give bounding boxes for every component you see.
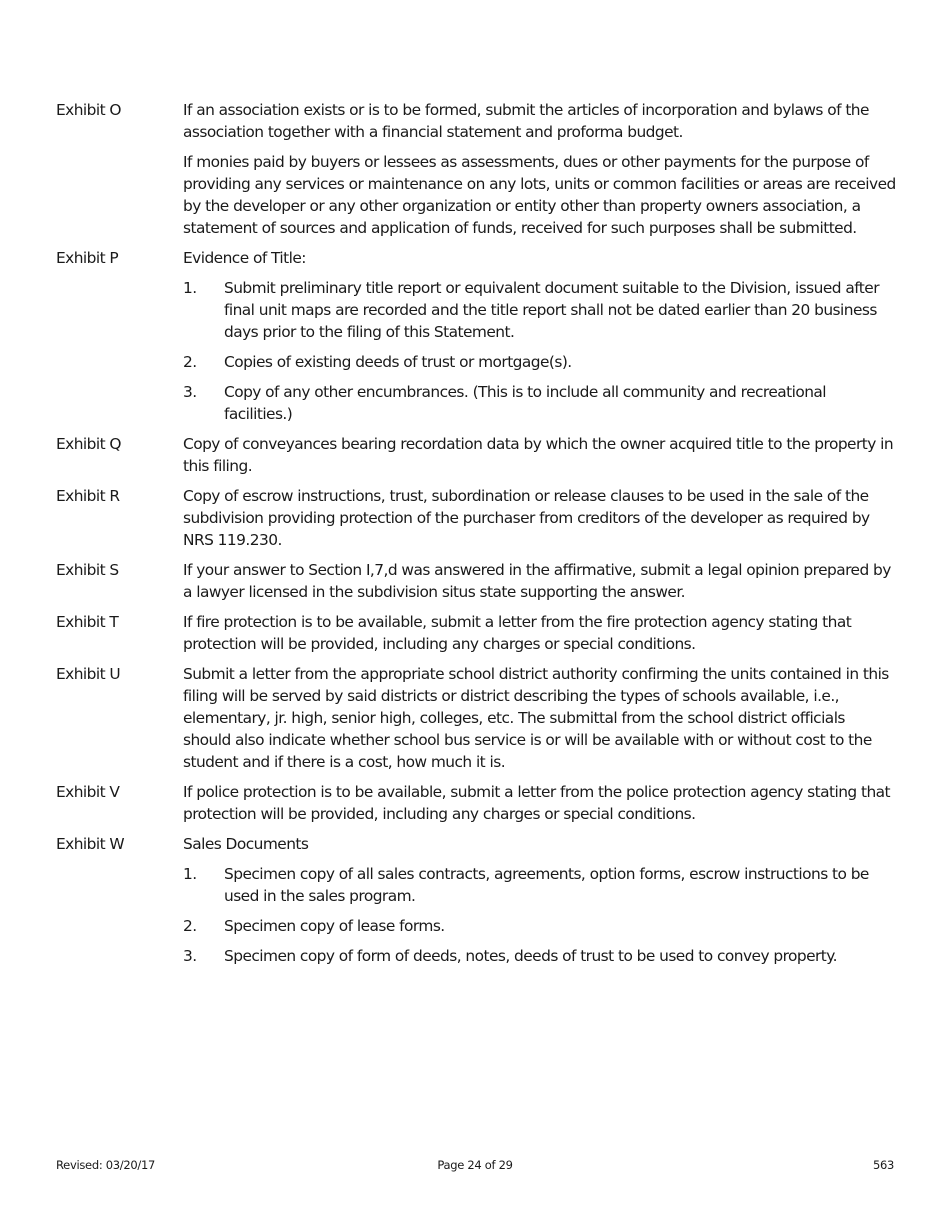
list-item	[183, 277, 896, 343]
exhibit-paragraph: Copy of conveyances bearing recordation data by which the owner acquired title to the property in this filing.	[183, 435, 894, 475]
exhibit-label: Exhibit R	[56, 487, 120, 505]
list-item-number: 3.	[183, 383, 197, 401]
exhibit-body	[183, 781, 896, 833]
page-footer	[56, 1158, 894, 1174]
list-item-number: 2.	[183, 353, 197, 371]
exhibit-body	[183, 99, 896, 247]
exhibit-paragraph: Evidence of Title:	[183, 249, 306, 267]
exhibit-row	[56, 485, 896, 559]
exhibit-body	[183, 247, 896, 433]
exhibit-paragraph: If police protection is to be available, submit a letter from the police protection agency stating that protection will be provided, including any charges or special conditions.	[183, 783, 891, 823]
exhibit-body	[183, 433, 896, 485]
list-item-text: Copies of existing deeds of trust or mortgage(s).	[224, 353, 572, 371]
exhibit-row	[56, 559, 896, 611]
list-item-text: Specimen copy of lease forms.	[224, 917, 445, 935]
numbered-list	[183, 277, 896, 425]
exhibit-paragraph: Submit a letter from the appropriate school district authority confirming the units contained in this filing will be served by said districts or district describing the types of schools available, i.e., elementary, jr. high, senior high, colleges, etc. The submittal from the school district officials should also indicate whether school bus service is or will be available with or without cost to the student and if there is a cost, how much it is.	[183, 665, 889, 771]
list-item-number: 3.	[183, 947, 197, 965]
list-item	[183, 915, 896, 937]
exhibit-paragraph: If fire protection is to be available, submit a letter from the fire protection agency stating that protection will be provided, including any charges or special conditions.	[183, 613, 852, 653]
list-item	[183, 381, 896, 425]
exhibit-row	[56, 99, 896, 247]
exhibit-body	[183, 559, 896, 611]
revised-date: Revised: 03/20/17	[56, 1158, 155, 1172]
exhibit-body	[183, 611, 896, 663]
list-item-number: 2.	[183, 917, 197, 935]
list-item-text: Submit preliminary title report or equivalent document suitable to the Division, issued after final unit maps are recorded and the title report shall not be dated earlier than 20 business days prior to the filing of this Statement.	[224, 279, 879, 341]
exhibit-row	[56, 247, 896, 433]
list-item-number: 1.	[183, 865, 197, 883]
page-number: Page 24 of 29	[437, 1158, 513, 1172]
list-item-text: Copy of any other encumbrances. (This is to include all community and recreational facilities.)	[224, 383, 827, 423]
exhibit-paragraph: If monies paid by buyers or lessees as assessments, dues or other payments for the purpose of providing any services or maintenance on any lots, units or common facilities or areas are received by the developer or any other organization or entity other than property owners association, a statement of sources and application of funds, received for such purposes shall be submitted.	[183, 153, 896, 237]
list-item-number: 1.	[183, 279, 197, 297]
exhibit-body	[183, 485, 896, 559]
exhibit-label: Exhibit V	[56, 783, 120, 801]
exhibit-paragraph: If an association exists or is to be formed, submit the articles of incorporation and bylaws of the association together with a financial statement and proforma budget.	[183, 101, 869, 141]
exhibit-label: Exhibit U	[56, 665, 121, 683]
exhibit-list	[56, 99, 896, 975]
numbered-list	[183, 863, 896, 967]
exhibit-paragraph: If your answer to Section I,7,d was answered in the affirmative, submit a legal opinion prepared by a lawyer licensed in the subdivision situs state supporting the answer.	[183, 561, 891, 601]
exhibit-row	[56, 611, 896, 663]
exhibit-body	[183, 663, 896, 781]
list-item	[183, 945, 896, 967]
exhibit-row	[56, 663, 896, 781]
exhibit-label: Exhibit S	[56, 561, 119, 579]
exhibit-label: Exhibit O	[56, 101, 121, 119]
form-number: 563	[872, 1158, 894, 1172]
exhibit-label: Exhibit Q	[56, 435, 121, 453]
exhibit-paragraph: Copy of escrow instructions, trust, subordination or release clauses to be used in the sale of the subdivision providing protection of the purchaser from creditors of the developer as required by NRS 119.230.	[183, 487, 870, 549]
exhibit-label: Exhibit P	[56, 249, 119, 267]
list-item	[183, 351, 896, 373]
exhibit-row	[56, 433, 896, 485]
exhibit-label: Exhibit W	[56, 835, 125, 853]
exhibit-row	[56, 781, 896, 833]
list-item	[183, 863, 896, 907]
exhibit-paragraph: Sales Documents	[183, 835, 309, 853]
exhibit-label: Exhibit T	[56, 613, 119, 631]
exhibit-row	[56, 833, 896, 975]
list-item-text: Specimen copy of form of deeds, notes, deeds of trust to be used to convey property.	[224, 947, 837, 965]
exhibit-body	[183, 833, 896, 975]
list-item-text: Specimen copy of all sales contracts, agreements, option forms, escrow instructions to be used in the sales program.	[224, 865, 869, 905]
